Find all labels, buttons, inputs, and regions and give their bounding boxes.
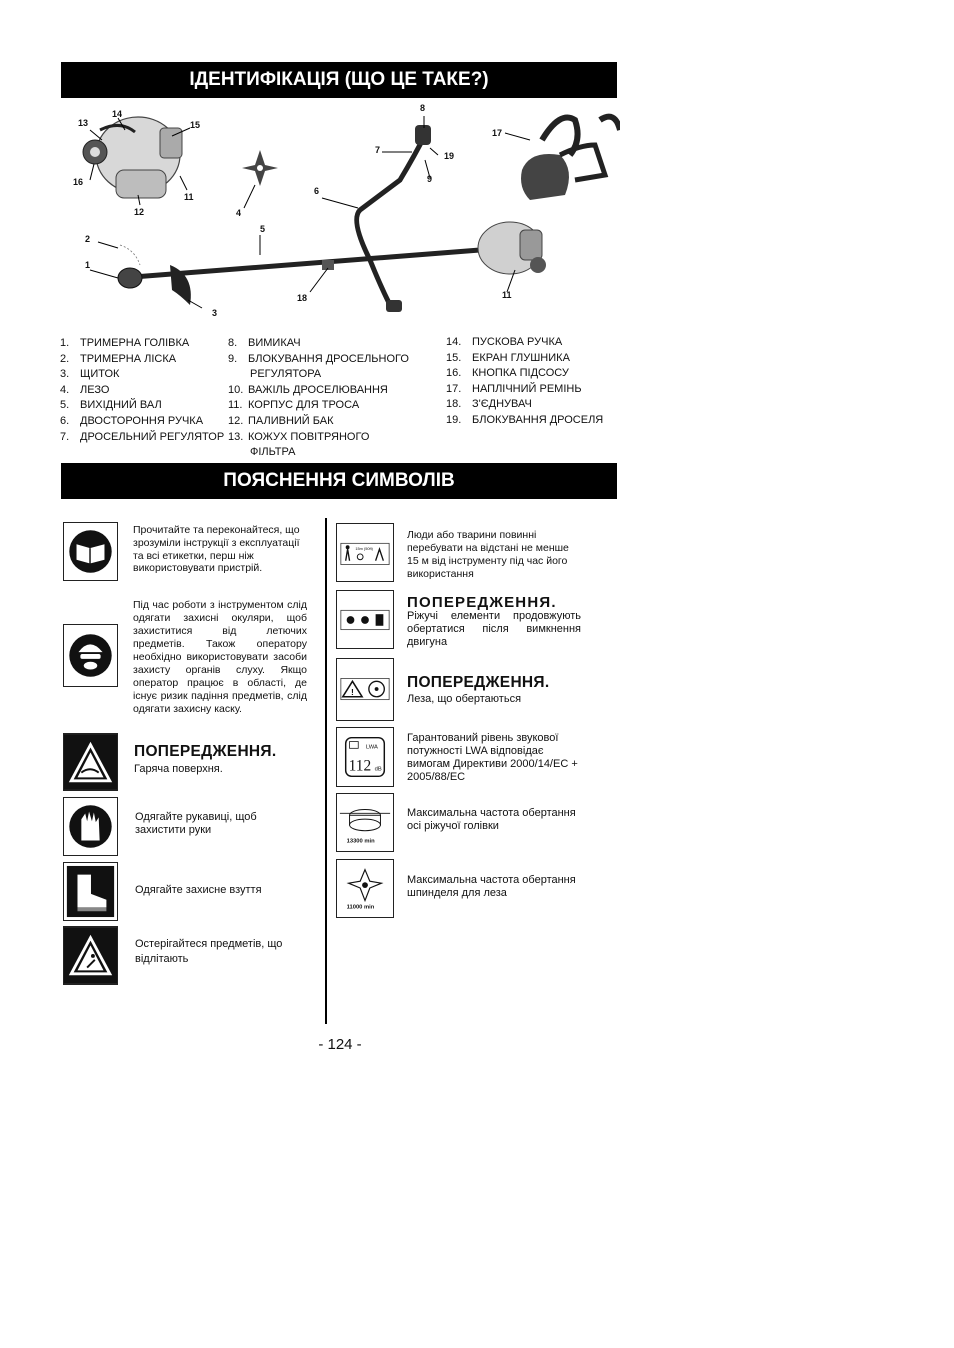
symbol-text-hot-surface: Гаряча поверхня. (134, 763, 223, 775)
part-item: 17. НАПЛІЧНИЙ РЕМІНЬ (446, 382, 582, 395)
symbol-text-manual: Прочитайте та переконайтеся, що зрозуміли інструкції з експлуатації та всі етикетки, перш ніж використовувати пристрій. (133, 524, 300, 575)
rotating-blade-warning-icon (336, 658, 394, 721)
engine-unit-illustration (83, 117, 182, 198)
warning-heading-blades: ПОПЕРЕДЖЕННЯ. (407, 674, 550, 691)
trimmer-head-speed-icon (336, 793, 394, 852)
part-item: 19. БЛОКУВАННЯ ДРОСЕЛЯ (446, 413, 604, 426)
callout-7: 7 (375, 145, 381, 155)
manual-book-icon (63, 522, 118, 581)
part-item: 13. КОЖУХ ПОВІТРЯНОГО (228, 430, 370, 443)
part-item: 6. ДВОСТОРОННЯ РУЧКА (60, 414, 204, 427)
callout-3: 3 (212, 308, 218, 318)
warning-heading-hot: ПОПЕРЕДЖЕННЯ. (134, 743, 277, 760)
symbol-text-protective-gear: Під час роботи з інструментом слід одягати захисні окуляри, щоб захиститися від летючих предметів. Також оператору необхідно використовувати засоби захисту органів слуху. Якщо оператор працює в області, де існує ризик падіння предметів, слід одягати захисну каску. (133, 599, 307, 715)
part-item: 11. КОРПУС ДЛЯ ТРОСА (228, 399, 360, 412)
callout-16: 16 (73, 177, 84, 187)
symbol-text-gloves: Одягайте рукавиці, щоб захистити руки (135, 811, 257, 836)
svg-text:!: ! (351, 686, 354, 697)
flying-objects-icon (63, 926, 118, 985)
callout-17: 17 (492, 128, 503, 138)
callout-15: 15 (190, 120, 201, 130)
page-number: - 124 - (318, 1036, 362, 1053)
callout-13: 13 (78, 118, 89, 128)
callout-6: 6 (314, 186, 320, 196)
parts-list-col2 (228, 336, 409, 461)
callout-9: 9 (427, 174, 433, 184)
part-item: 5. ВИХІДНИЙ ВАЛ (60, 399, 162, 412)
blade-speed-icon (336, 859, 394, 918)
blade-speed-label: 11000 min (346, 904, 375, 911)
rotating-elements-icon (336, 590, 394, 649)
part-item: 3. ЩИТОК (60, 368, 120, 381)
blade-illustration (242, 150, 278, 186)
parts-list-col3 (446, 335, 603, 429)
part-item: 4. ЛЕЗО (60, 383, 110, 396)
part-item: РЕГУЛЯТОРА (250, 368, 322, 381)
symbol-text-boots: Одягайте захисне взуття (135, 884, 262, 896)
part-item: 9. БЛОКУВАННЯ ДРОСЕЛЬНОГО (228, 352, 409, 365)
symbol-text-distance: Люди або тварини повинні перебувати на відстані не менше 15 м від інструменту під час його використання (407, 529, 569, 580)
callout-11-right: 11 (502, 290, 512, 300)
callout-5: 5 (260, 224, 266, 234)
symbol-text-sound-power: Гарантований рівень звукової потужності LWA відповідає вимогам Директиви 2000/14/EC + 2005/88/EC (407, 732, 578, 783)
part-item: 8. ВИМИКАЧ (228, 337, 301, 349)
column-divider (325, 518, 327, 1024)
part-item: 10. ВАЖІЛЬ ДРОСЕЛЮВАННЯ (228, 383, 388, 396)
sound-unit: dB (374, 766, 382, 773)
symbol-text-blade-speed: Максимальна частота обертання шпинделя для леза (407, 874, 576, 899)
hot-surface-icon (63, 733, 118, 791)
trimmer-illustration (60, 100, 620, 335)
callout-1: 1 (85, 260, 91, 270)
section-title-identification: ІДЕНТИФІКАЦІЯ (ЩО ЦЕ ТАКЕ?) (61, 62, 617, 98)
callout-8: 8 (420, 103, 426, 113)
part-item: 18. З'ЄДНУВАЧ (446, 398, 532, 411)
part-item: ФІЛЬТРА (250, 446, 296, 459)
callout-2: 2 (85, 234, 91, 244)
distance-15m-icon (336, 523, 394, 582)
harness-illustration (521, 117, 620, 200)
boot-icon (63, 862, 118, 921)
trimmer-speed-label: 13300 min (346, 838, 375, 845)
sound-level-value: 112 (348, 757, 372, 775)
callout-19: 19 (444, 151, 455, 161)
part-item: 15. ЕКРАН ГЛУШНИКА (446, 351, 570, 364)
callout-11-left: 11 (184, 192, 194, 202)
callout-18: 18 (297, 293, 308, 303)
section-title-symbols: ПОЯСНЕННЯ СИМВОЛІВ (61, 463, 617, 499)
part-item: 2. ТРИМЕРНА ЛІСКА (60, 352, 177, 365)
callout-4: 4 (236, 208, 242, 218)
part-item: 16. КНОПКА ПІДСОСУ (446, 367, 569, 380)
part-item: 12. ПАЛИВНИЙ БАК (228, 414, 334, 427)
warning-heading-rotating: ПОПЕРЕДЖЕННЯ. (407, 594, 557, 611)
engine-right-illustration (478, 222, 546, 274)
part-item: 14. ПУСКОВА РУЧКА (446, 336, 563, 348)
gloves-icon (63, 797, 118, 856)
symbol-text-trimmer-speed: Максимальна частота обертання осі ріжучої голівки (407, 807, 576, 832)
part-item: 1. ТРИМЕРНА ГОЛІВКА (60, 337, 190, 349)
symbol-text-rotating-elements: Ріжучі елементи продовжують обертатися після вимкнення двигуна (407, 610, 581, 648)
parts-list-col1 (60, 336, 224, 445)
sound-lwa-label: LWA (365, 744, 378, 751)
callout-14: 14 (112, 109, 123, 119)
parts-diagram (60, 100, 620, 335)
callout-12: 12 (134, 207, 145, 217)
distance-label: 15m (50ft) (355, 547, 373, 552)
part-item: 7. ДРОСЕЛЬНИЙ РЕГУЛЯТОР (60, 430, 225, 443)
symbol-text-rotating-blades: Леза, що обертаються (407, 693, 522, 705)
protective-gear-icon (63, 624, 118, 687)
symbol-text-flying-objects: Остерігайтеся предметів, що відлітають (135, 938, 283, 965)
sound-power-icon (336, 727, 394, 787)
